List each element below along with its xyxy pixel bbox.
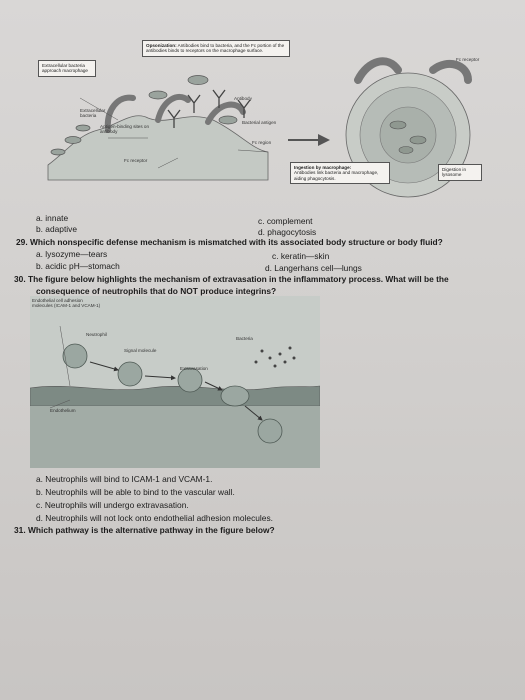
q30-stem-line1: 30. The figure below highlights the mechanism of extravasation in the inflammatory process. What will be the <box>14 274 449 284</box>
digestion-caption: Digestion in lysosome <box>438 164 482 181</box>
extravasation-figure <box>30 296 320 468</box>
q28-option-b: b. adaptive <box>36 224 77 234</box>
opsonization-title: Opsonization: <box>146 43 177 48</box>
q30-option-d: d. Neutrophils will not lock onto endothelial adhesion molecules. <box>36 513 273 523</box>
antibody-label: Antibody <box>234 96 252 101</box>
fc-region-label: Fc region <box>252 140 272 145</box>
endothelium-label: Endothelium <box>50 408 76 413</box>
signal-molecule-label: Signal molecule <box>124 348 157 353</box>
q28-option-c: c. complement <box>258 216 313 226</box>
ingestion-caption <box>290 162 390 184</box>
antigen-binding-label: Antigen-binding sites on antibody <box>100 124 150 135</box>
ingestion-title: Ingestion by macrophage: <box>294 165 352 170</box>
neutrophil-label: Neutrophil <box>86 332 107 337</box>
q29-option-b: b. acidic pH—stomach <box>36 261 120 271</box>
q28-option-a: a. innate <box>36 213 69 223</box>
endothelial-adhesion-label: Endothelial cell adhesion molecules (ICAM-1 and VCAM-1) <box>32 298 101 309</box>
bacterial-antigen-label: Bacterial antigen <box>242 120 277 125</box>
opsonization-text: Antibodies bind to bacteria, and the Fc portion of the antibodies binds to receptors on the macrophage surface. <box>146 43 285 54</box>
ingestion-text: Antibodies link bacteria and macrophage, aiding phagocytosis. <box>294 170 379 181</box>
q29-option-c: c. keratin—skin <box>272 251 330 261</box>
q29-option-d: d. Langerhans cell—lungs <box>265 263 362 273</box>
q29-option-a: a. lysozyme—tears <box>36 249 108 259</box>
fc-receptor-top-label: Fc receptor <box>456 57 480 62</box>
extravasation-label: Extravasation <box>180 366 208 371</box>
extracellular-bacteria-label: Extracellular bacteria <box>80 108 106 119</box>
q30-option-a: a. Neutrophils will bind to ICAM-1 and VCAM-1. <box>36 474 213 484</box>
q31-stem: 31. Which pathway is the alternative pathway in the figure below? <box>14 525 275 535</box>
opsonization-figure <box>38 40 508 220</box>
q28-option-d: d. phagocytosis <box>258 227 317 237</box>
bacteria-label: Bacteria <box>236 336 253 341</box>
q30-option-c: c. Neutrophils will undergo extravasation. <box>36 500 189 510</box>
extracellular-caption: Extracellular bacteria approach macrophage <box>38 60 96 77</box>
q30-stem-line2: consequence of neutrophils that do NOT produce integrins? <box>36 286 277 296</box>
fc-receptor-label: Fc receptor <box>124 158 148 163</box>
extravasation-illustration <box>30 296 320 468</box>
q30-option-b: b. Neutrophils will be able to bind to the vascular wall. <box>36 487 235 497</box>
opsonization-caption <box>142 40 290 57</box>
q29-stem: 29. Which nonspecific defense mechanism is mismatched with its associated body structure or body fluid? <box>16 237 443 247</box>
